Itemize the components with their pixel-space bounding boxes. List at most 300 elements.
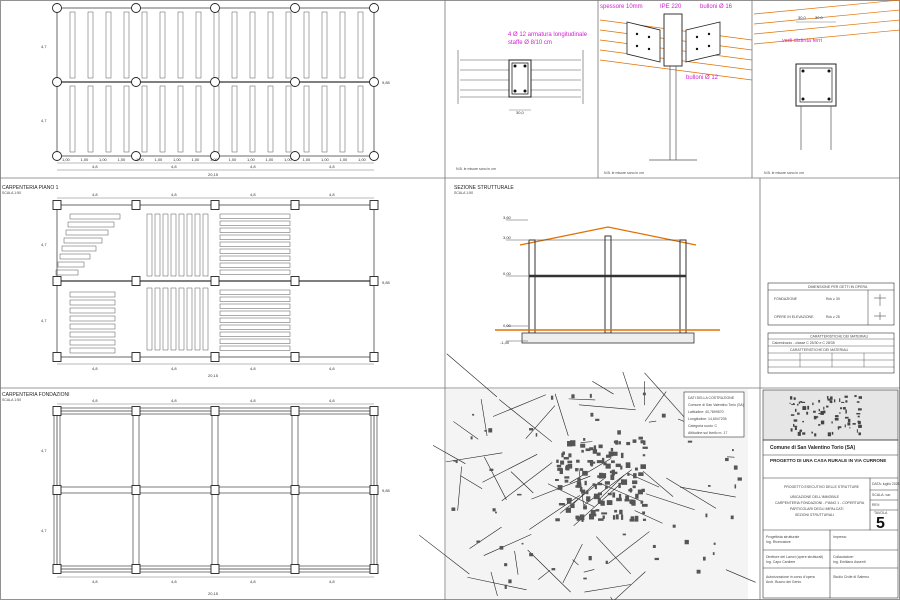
map-legend-1: Comune di San Valentino Torio (SA) <box>688 403 744 407</box>
map-building <box>517 494 521 496</box>
slab-strip <box>163 214 168 276</box>
map-building <box>577 483 582 487</box>
map-building <box>624 499 629 502</box>
joist <box>70 86 75 152</box>
joist <box>286 86 291 152</box>
level-4: 0,00 <box>503 323 511 328</box>
slab-strip <box>171 288 176 350</box>
side-dim-label: 4,7 <box>41 118 47 123</box>
level-1: 3,60 <box>503 215 511 220</box>
map-building <box>567 441 572 446</box>
column-mark <box>370 277 378 286</box>
conn-bolts-top: bulloni Ø 16 <box>700 4 733 10</box>
joist-dim-label: 1,00 <box>154 157 163 162</box>
column-mark <box>53 201 61 210</box>
map-building <box>577 479 579 481</box>
joist <box>304 12 309 78</box>
column-mark <box>370 201 378 210</box>
span-dim-label: 4,8 <box>329 164 335 169</box>
column-mark <box>291 486 299 495</box>
map-legend-5: Altitudine sul livello m. 17 <box>688 431 728 435</box>
map-building <box>581 450 583 453</box>
tb-office: Studio Civile di Salerno <box>833 575 870 579</box>
map-building <box>581 490 585 494</box>
note-1: N.B. le misure sono in cm <box>456 167 496 171</box>
slab-strip <box>195 288 200 350</box>
map-building <box>605 485 607 489</box>
subtable-row-1: Calcestruzzo - classe C 25/30 e C 28/35 <box>772 341 835 345</box>
map-building <box>708 485 711 487</box>
map-building <box>590 394 592 398</box>
tb-desc-1: UBICAZIONE DELL'IMMOBILE <box>790 495 839 499</box>
map-building <box>642 504 648 507</box>
column-mark <box>132 201 140 210</box>
side-dim-label: 4,7 <box>41 44 47 49</box>
map-building <box>500 546 504 550</box>
level-2: 3,00 <box>503 235 511 240</box>
thumb-building <box>790 396 792 399</box>
slab-strip <box>64 238 102 243</box>
map-building <box>601 512 607 514</box>
map-legend-title: DATI DELLA COSTRUZIONE <box>688 396 735 400</box>
map-building <box>635 468 638 471</box>
map-building <box>714 543 716 545</box>
table-header: DIMENSIONE PER GETTI IN OPERA <box>808 285 868 289</box>
map-building <box>662 414 666 418</box>
map-building <box>589 556 592 560</box>
map-building <box>734 465 738 469</box>
column-mark <box>211 277 219 286</box>
map-building <box>557 468 561 471</box>
tb-designer-label: Progettista strutturale <box>766 535 800 539</box>
thumb-building <box>790 403 791 404</box>
map-building <box>607 500 613 505</box>
joist-dim-label: 1,00 <box>80 157 89 162</box>
map-building <box>612 472 617 474</box>
map-building <box>619 510 622 515</box>
column-mark <box>370 353 378 362</box>
first-floor-plan <box>2 185 391 378</box>
thumb-building <box>806 412 808 415</box>
map-building <box>610 475 614 480</box>
thumb-building <box>854 395 856 397</box>
thumb-building <box>791 414 794 416</box>
joist <box>142 12 147 78</box>
thumb-building <box>818 413 820 414</box>
map-building <box>618 441 621 444</box>
column-mark <box>291 78 300 87</box>
map-building <box>703 557 706 561</box>
thumb-building <box>794 397 796 400</box>
map-building <box>508 579 511 583</box>
total-dim-label: 20,15 <box>208 172 219 177</box>
thumb-building <box>848 419 850 422</box>
thumb-building <box>857 401 860 403</box>
span-dim-label: 4,8 <box>329 579 335 584</box>
map-building <box>575 516 578 520</box>
map-building <box>529 553 533 556</box>
map-building <box>626 462 631 468</box>
joist <box>250 86 255 152</box>
map-building <box>621 515 623 520</box>
column-mark <box>53 486 61 495</box>
map-building <box>621 479 627 485</box>
column-mark <box>53 4 62 13</box>
joist <box>124 12 129 78</box>
map-building <box>643 440 645 445</box>
map-building <box>602 458 604 463</box>
structural-section <box>454 185 720 345</box>
map-building <box>579 517 583 520</box>
joist <box>160 86 165 152</box>
thumb-building <box>845 400 847 402</box>
span-dim-label: 4,8 <box>329 398 335 403</box>
joist <box>88 86 93 152</box>
tb-desc-3: PARTICOLARI DEGLI IMPALCATI <box>790 507 844 511</box>
thumb-building <box>828 432 831 436</box>
thumb-building <box>818 424 820 426</box>
map-building <box>612 492 615 497</box>
map-building <box>590 413 593 417</box>
map-building <box>552 568 556 570</box>
map-building <box>732 449 734 451</box>
column-mark <box>370 78 379 87</box>
map-building <box>600 501 604 506</box>
slab-strip <box>203 288 208 350</box>
map-building <box>688 441 692 443</box>
slab-strip <box>220 311 290 316</box>
map-building <box>630 500 635 504</box>
thumb-building <box>802 421 804 422</box>
column-mark <box>211 4 220 13</box>
slab-strip <box>163 288 168 350</box>
thumb-building <box>835 418 839 421</box>
map-building <box>471 436 473 439</box>
tb-scale: SCALA: var. <box>872 493 892 497</box>
table-row1-val: Rck ≥ 30 <box>826 297 840 301</box>
map-building <box>586 496 590 501</box>
slab-strip <box>147 214 152 276</box>
slab-strip <box>62 246 96 251</box>
column-mark <box>53 152 62 161</box>
joist <box>340 86 345 152</box>
thumb-building <box>815 416 818 418</box>
map-building <box>616 498 622 501</box>
thumb-building <box>834 399 835 402</box>
slab-strip <box>70 316 115 321</box>
thumb-building <box>859 396 862 399</box>
map-building <box>568 464 573 469</box>
map-building <box>633 473 637 478</box>
joist <box>358 12 363 78</box>
third-label: vedi distinta ferri <box>782 38 823 44</box>
note-2: N.B. le misure sono in cm <box>604 171 644 175</box>
table-row2: OPERE IN ELEVAZIONE <box>774 315 814 319</box>
thumb-building <box>813 411 816 413</box>
map-building <box>653 545 656 548</box>
map-building <box>735 484 737 488</box>
joist-dim-label: 1,00 <box>265 157 274 162</box>
map-building <box>555 479 559 481</box>
thumb-building <box>797 404 798 406</box>
map-building <box>493 508 496 511</box>
conn-bolts-bottom: bulloni Ø 12 <box>686 75 719 81</box>
map-building <box>582 471 588 476</box>
column-mark <box>53 353 61 362</box>
joist-dim-label: 1,00 <box>358 157 366 162</box>
thumb-building <box>798 432 801 436</box>
thumb-building <box>795 409 796 412</box>
slab-strip <box>70 308 115 313</box>
section-title: SEZIONE STRUTTURALE <box>454 185 514 191</box>
slab-strip <box>220 270 290 275</box>
map-building <box>529 428 533 430</box>
thumb-building <box>845 424 846 427</box>
map-building <box>576 460 579 463</box>
joist <box>232 12 237 78</box>
joist <box>268 12 273 78</box>
slab-strip <box>171 214 176 276</box>
map-building <box>595 509 599 511</box>
side-total-label: 9,85 <box>382 80 390 85</box>
map-building <box>725 458 729 461</box>
span-dim-label: 4,8 <box>171 398 177 403</box>
map-building <box>611 460 615 463</box>
slab-strip <box>195 214 200 276</box>
map-building <box>685 540 689 544</box>
map-building <box>580 468 583 471</box>
beam-dim: 30,0 <box>516 110 524 115</box>
joist <box>106 86 111 152</box>
joist <box>214 86 219 152</box>
thumb-building <box>807 406 809 410</box>
joist <box>304 86 309 152</box>
map-building <box>605 481 610 484</box>
span-dim-label: 4,8 <box>92 164 98 169</box>
joist <box>286 12 291 78</box>
joist <box>70 12 75 78</box>
connection-detail <box>600 4 752 175</box>
dimension-group <box>41 44 391 177</box>
map-building <box>638 437 642 440</box>
map-building <box>567 500 570 504</box>
thumb-building <box>797 413 800 415</box>
span-dim-label: 4,8 <box>250 398 256 403</box>
map-building <box>616 464 621 467</box>
thumb-building <box>802 406 806 410</box>
map-building <box>632 480 637 484</box>
column-mark <box>370 4 379 13</box>
map-building <box>640 464 646 469</box>
tb-collaudo-name: Ing. Emiliano Assenti <box>833 560 866 564</box>
thumb-building <box>819 409 820 411</box>
map-building <box>558 485 563 490</box>
span-dim-label: 4,8 <box>171 579 177 584</box>
map-legend-4: Categoria suolo: C <box>688 424 717 428</box>
tb-authority-label: Autorizzazione in corso d'opera <box>766 575 815 579</box>
map-building <box>627 473 629 476</box>
slab-strip <box>187 214 192 276</box>
slab-strip <box>66 230 108 235</box>
joist-dim-label: 1,00 <box>99 157 107 162</box>
map-building <box>606 455 611 458</box>
thumb-building <box>857 429 858 433</box>
joist <box>196 86 201 152</box>
map-building <box>570 504 574 508</box>
subtable-header: CARATTERISTICHE DEI MATERIALI <box>810 334 869 339</box>
map-building <box>566 508 571 513</box>
slab-strip <box>70 332 115 337</box>
joist-dim-label: 1,00 <box>173 157 181 162</box>
conn-profile: IPE 220 <box>660 4 682 10</box>
slab-strip <box>220 339 290 344</box>
thumb-building <box>832 432 834 435</box>
joist <box>340 12 345 78</box>
slab-strip <box>70 324 115 329</box>
column-mark <box>132 277 140 286</box>
slab-strip <box>70 340 115 345</box>
tb-sheet-number: 5 <box>876 515 885 532</box>
map-building <box>614 510 617 513</box>
map-building <box>673 525 676 528</box>
map-building <box>597 460 602 463</box>
column-mark <box>132 78 141 87</box>
thumb-building <box>838 426 842 428</box>
tb-designer-name: Ing. Ricercatore <box>766 540 791 544</box>
subtable-row-2: CARATTERISTICHE DEI MATERIALI <box>790 348 849 352</box>
column-mark <box>370 486 378 495</box>
joist-dim-label: 1,00 <box>62 157 70 162</box>
map-building <box>621 453 624 458</box>
slab-strip <box>220 332 290 337</box>
span-dim-label: 4,8 <box>250 164 256 169</box>
span-dim-label: 4,8 <box>250 192 256 197</box>
thumb-building <box>827 396 828 399</box>
joist <box>88 12 93 78</box>
column-mark <box>370 407 378 416</box>
tb-project: PROGETTO DI UNA CASA RURALE IN VIA CURRONE <box>770 458 887 463</box>
map-building <box>488 428 492 432</box>
map-building <box>571 394 574 398</box>
column-mark <box>211 78 220 87</box>
thumb-building <box>791 404 795 405</box>
map-building <box>583 505 587 509</box>
slab-strip <box>220 304 290 309</box>
map-building <box>641 500 643 503</box>
slab-strip <box>220 263 290 268</box>
joist <box>178 12 183 78</box>
thumb-building <box>856 413 860 414</box>
thumb-building <box>841 402 844 403</box>
column-mark <box>291 277 299 286</box>
joist <box>322 12 327 78</box>
slab-strip <box>220 290 290 295</box>
span-dim-label: 4,8 <box>250 366 256 371</box>
map-building <box>505 585 507 589</box>
span-dim-label: 4,8 <box>250 579 256 584</box>
tb-project-type: PROGETTO ESECUTIVO DELLE STRUTTURE <box>784 485 860 489</box>
map-building <box>593 483 596 486</box>
thumb-building <box>835 415 838 417</box>
slab-strip <box>60 254 90 259</box>
thumb-building <box>818 400 820 403</box>
column-mark <box>211 201 219 210</box>
map-legend-3: Longitudine: 14,6047235 <box>688 417 727 421</box>
tb-desc-2: CARPENTERIA FONDAZIONI - PIANO 1 - COPERTURA <box>775 501 865 505</box>
beam-note-2: staffe Ø 8/10 cm <box>508 40 552 46</box>
column-mark <box>53 78 62 87</box>
map-building <box>611 448 613 451</box>
map-building <box>642 511 645 514</box>
joist <box>232 86 237 152</box>
column-mark <box>291 407 299 416</box>
column-mark <box>291 201 299 210</box>
span-dim-label: 4,8 <box>92 579 98 584</box>
title-block <box>763 390 900 598</box>
map-building <box>580 444 585 448</box>
span-dim-label: 4,8 <box>329 192 335 197</box>
slab-strip <box>220 242 290 247</box>
map-building <box>613 515 615 520</box>
map-building <box>594 445 596 451</box>
joist <box>160 12 165 78</box>
joist-dim-label: 1,00 <box>136 157 144 162</box>
slab-strip <box>70 292 115 297</box>
materials-table <box>768 283 894 373</box>
section-scale: SCALA 1:50 <box>454 191 474 195</box>
tb-desc-4: SEZIONI STRUTTURALI <box>795 513 835 517</box>
thumb-building <box>826 406 828 408</box>
column-mark <box>132 407 140 416</box>
map-building <box>626 442 630 445</box>
column-mark <box>291 565 299 574</box>
thumb-building <box>849 427 850 428</box>
joist-dim-label: 1,00 <box>302 157 311 162</box>
joist <box>196 12 201 78</box>
map-building <box>635 494 638 499</box>
thumb-building <box>821 421 824 425</box>
conn-thickness: spessore 10mm <box>600 4 643 10</box>
joist-dim-label: 1,00 <box>210 157 218 162</box>
thumb-building <box>839 412 841 413</box>
map-building <box>615 440 618 444</box>
map-building <box>555 518 559 521</box>
slab-strip <box>220 318 290 323</box>
side-total-label: 9,85 <box>382 280 390 285</box>
thumb-building <box>812 403 813 405</box>
column-mark <box>370 152 379 161</box>
thumb-building <box>858 432 861 435</box>
joist <box>358 86 363 152</box>
thumb-building <box>827 399 830 401</box>
slab-group <box>56 214 290 353</box>
slab-strip <box>155 288 160 350</box>
map-building <box>472 414 474 416</box>
thumb-building <box>800 401 802 403</box>
slab-strip <box>220 249 290 254</box>
map-building <box>567 461 572 463</box>
thumb-building <box>858 416 860 418</box>
thumb-building <box>845 417 849 419</box>
column-mark <box>132 353 140 362</box>
thumb-building <box>845 410 846 414</box>
map-building <box>557 465 561 467</box>
map-building <box>611 451 613 454</box>
map-building <box>616 514 619 519</box>
total-dim-label: 20,15 <box>208 373 219 378</box>
column-mark <box>211 353 219 362</box>
thumb-building <box>791 428 793 431</box>
